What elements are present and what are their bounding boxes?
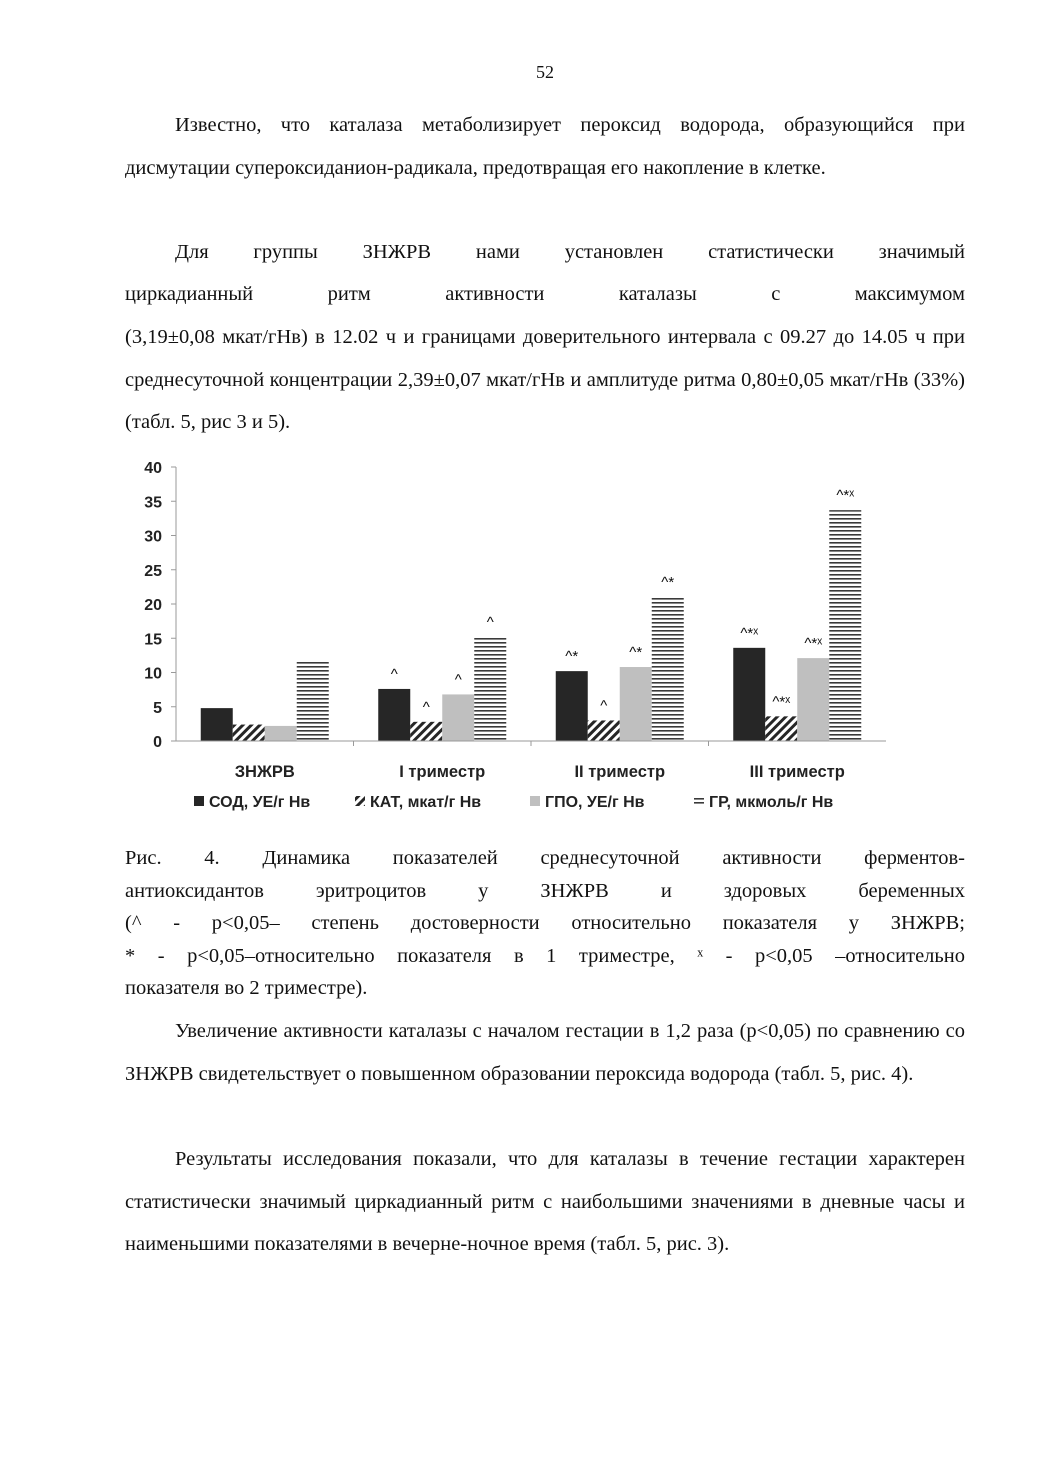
significance-marker: ^ (422, 698, 430, 716)
bar-1 (378, 689, 410, 741)
legend-swatch (530, 796, 540, 806)
significance-marker: ^* (661, 574, 675, 592)
significance-marker: ^*ˣ (836, 487, 855, 505)
bar-2 (588, 720, 620, 741)
x-category-label: III триместр (749, 763, 845, 781)
y-tick-label: 25 (144, 562, 162, 580)
y-axis (144, 460, 176, 751)
legend-swatch (694, 796, 704, 806)
significance-marker: ^* (629, 644, 643, 662)
y-tick-label: 5 (153, 699, 162, 717)
caption-line: * - р<0,05–относительно показателя в 1 триместре, ˣ - р<0,05 –относительно (125, 944, 965, 967)
y-tick-label: 30 (144, 528, 162, 546)
bar-2 (410, 722, 442, 741)
page-number: 52 (536, 62, 554, 82)
significance-marker: ^*ˣ (740, 624, 759, 642)
bars (201, 487, 862, 741)
bar-4 (652, 597, 684, 741)
y-tick-label: 10 (144, 665, 162, 683)
bar-3 (620, 667, 652, 741)
bar-4 (829, 510, 861, 741)
significance-marker: ^*ˣ (804, 635, 823, 653)
bar-1 (733, 648, 765, 741)
paragraph-znzhrv-line1: Для группы ЗНЖРВ нами установлен статистически значимый (175, 241, 965, 263)
x-category-label: II триместр (574, 763, 666, 781)
y-tick-label: 15 (144, 631, 162, 649)
caption-line: Рис. 4. Динамика показателей среднесуточной активности ферментов- (125, 847, 965, 869)
legend-swatch (194, 796, 204, 806)
significance-marker: ^ (600, 697, 608, 715)
significance-marker: ^ (390, 665, 398, 683)
caption-line: антиоксидантов эритроцитов у ЗНЖРВ и здоровых беременных (125, 879, 965, 902)
bar-3 (442, 694, 474, 741)
bar-1 (556, 671, 588, 741)
legend-label: ГР, мкмоль/г Нв (709, 794, 834, 811)
y-tick-label: 20 (144, 597, 162, 614)
legend-label: ГПО, УЕ/г Нв (545, 794, 645, 811)
significance-marker: ^*ˣ (772, 693, 791, 711)
bar-1 (201, 708, 233, 741)
caption-line: (^ - р<0,05– степень достоверности относительно показателя у ЗНЖРВ; (125, 912, 965, 934)
significance-marker: ^* (565, 648, 579, 666)
bar-2 (765, 716, 797, 741)
bar-3 (265, 726, 297, 741)
significance-marker: ^ (454, 671, 462, 689)
bar-2 (233, 725, 265, 741)
bar-4 (474, 637, 506, 741)
paragraph-research-results: Результаты исследования показали, что для каталазы в течение гестации характерен статистически значимый циркадианный ритм с наибольшими значениями в дневные часы и наименьшими показателями в вечерне-ночное время (табл. 5, рис. 3). (125, 1148, 965, 1255)
significance-marker: ^ (486, 613, 494, 631)
paragraph-catalase-intro: Известно, что каталаза метаболизирует пероксид водорода, образующийся при дисмутации супероксиданион-радикала, предотвращая его накопление в клетке. (125, 114, 965, 179)
y-tick-label: 35 (144, 494, 162, 512)
x-category-label: ЗНЖРВ (234, 763, 295, 781)
legend-swatch (355, 796, 365, 806)
bar-4 (297, 661, 329, 741)
antioxidant-enzyme-bar-chart (100, 450, 900, 830)
y-tick-label: 40 (144, 460, 162, 477)
legend-label: КАТ, мкат/г Нв (370, 794, 482, 811)
x-axis (176, 741, 886, 781)
x-category-label: I триместр (399, 763, 486, 781)
legend-label: СОД, УЕ/г Нв (209, 794, 311, 811)
paragraph-catalase-increase: Увеличение активности каталазы с началом гестации в 1,2 раза (р<0,05) по сравнению со ЗНЖРВ свидетельствует о повышенном образовании пероксида водорода (табл. 5, рис. 4). (125, 1020, 965, 1085)
bar-3 (797, 658, 829, 741)
paragraph-znzhrv-rest: (3,19±0,08 мкат/гНв) в 12.02 ч и границами доверительного интервала с 09.27 до 14.05 ч при среднесуточной концентрации 2,39±0,07 мкат/гНв и амплитуде ритма 0,80±0,05 мкат/гНв (33%) (табл. 5, рис 3 и 5). (125, 326, 965, 433)
caption-line: показателя во 2 триместре). (125, 977, 368, 999)
figure-caption (125, 842, 965, 1005)
y-tick-label: 0 (153, 734, 162, 751)
legend (194, 794, 833, 811)
paragraph-znzhrv-line2: циркадианный ритм активности каталазы с максимумом (125, 283, 965, 305)
